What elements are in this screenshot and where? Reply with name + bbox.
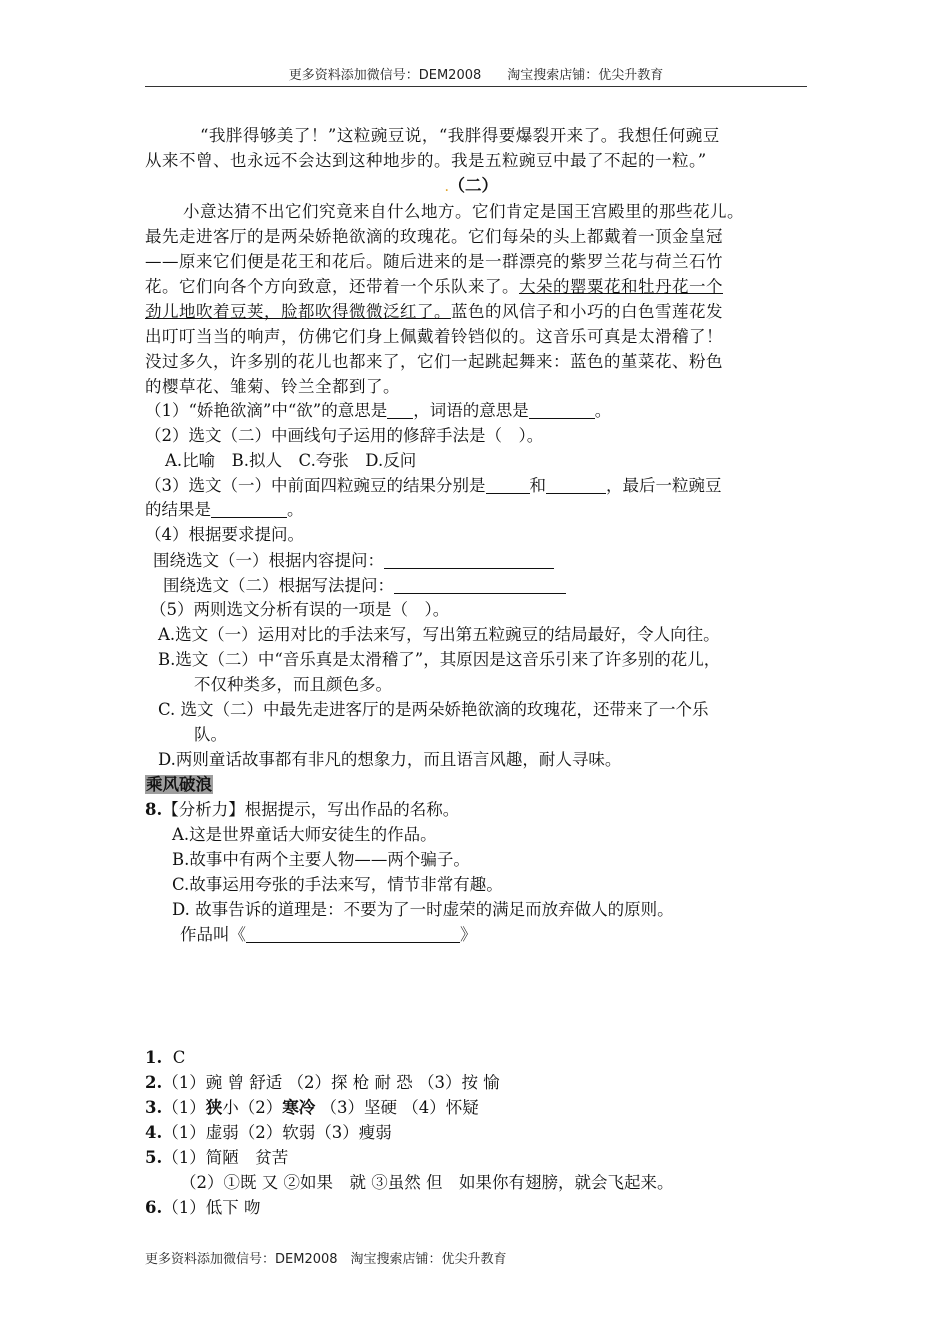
- question-1: （1）“娇艳欲滴”中“欲”的意思是 ，词语的意思是 。: [145, 401, 612, 420]
- answer-blank[interactable]: [246, 924, 460, 943]
- question-8-hint-d: D. 故事告诉的道理是：不要为了一时虚荣的满足而放弃做人的原则。: [172, 900, 674, 919]
- question-8-answer: 作品叫《 》: [180, 925, 477, 944]
- passage2-line: 没过多久，许多别的花儿也都来了，它们一起跳起舞来：蓝色的堇菜花、粉色: [145, 352, 723, 371]
- answer-blank[interactable]: [384, 550, 554, 569]
- section-heading: 乘风破浪: [146, 775, 212, 794]
- passage1-line: 从来不曾、也永远不会达到这种地步的。我是五粒豌豆中最了不起的一粒。”: [145, 151, 707, 170]
- page-footer: 更多资料添加微信号：DEM2008 淘宝搜索店铺：优尖升教育: [145, 1252, 507, 1267]
- question-5-option-b: B.选文（二）中“音乐真是太滑稽了”，其原因是这音乐引来了许多别的花儿，: [158, 650, 721, 669]
- underlined-sentence: 劲儿地吹着豆荚，脸都吹得微微泛红了。: [145, 302, 451, 321]
- question-5-option-b-cont: 不仅种类多，而且颜色多。: [194, 675, 392, 694]
- mark-dot: .: [445, 183, 449, 194]
- answer-blank[interactable]: [211, 499, 287, 518]
- question-5-option-a: A.选文（一）运用对比的手法来写，写出第五粒豌豆的结局最好，令人向往。: [158, 625, 720, 644]
- question-5-option-d: D.两则童话故事都有非凡的想象力，而且语言风趣，耐人寻味。: [158, 750, 622, 769]
- question-4: （4）根据要求提问。: [145, 525, 304, 544]
- passage2-line: 花。它们向各个方向致意，还带着一个乐队来了。大朵的罂粟花和牡丹花一个: [145, 277, 723, 296]
- question-4-1: 围绕选文（一）根据内容提问：: [153, 549, 554, 573]
- answer-blank[interactable]: [394, 575, 566, 594]
- answer-blank[interactable]: [387, 400, 413, 419]
- question-8-hint-c: C.故事运用夸张的手法来写，情节非常有趣。: [172, 875, 503, 894]
- passage2-line: 出叮叮当当的响声，仿佛它们身上佩戴着铃铛似的。这音乐可真是太滑稽了！: [145, 327, 723, 346]
- question-4-2: 围绕选文（二）根据写法提问：: [163, 574, 566, 598]
- answer-1: 1. C: [145, 1048, 186, 1067]
- answer-4: 4.（1）虚弱（2）软弱（3）瘦弱: [145, 1123, 392, 1142]
- question-2: （2）选文（二）中画线句子运用的修辞手法是（ ）。: [145, 426, 544, 445]
- passage2-line: 小意达猜不出它们究竟来自什么地方。它们肯定是国王宫殿里的那些花儿。: [183, 202, 744, 221]
- passage2-line: 的樱草花、雏菊、铃兰全都到了。: [145, 377, 400, 396]
- question-5-option-c-cont: 队。: [194, 725, 227, 744]
- question-8-hint-a: A.这是世界童话大师安徒生的作品。: [172, 825, 437, 844]
- question-8-title: 8.【分析力】根据提示，写出作品的名称。: [145, 800, 460, 819]
- answer-blank[interactable]: [546, 475, 606, 494]
- question-3: （3）选文（一）中前面四粒豌豆的结果分别是 和 ，最后一粒豌豆: [145, 476, 722, 495]
- answer-blank[interactable]: [529, 400, 595, 419]
- answer-3: 3.（1）狭小（2）寒冷 （3）坚硬 （4）怀疑: [145, 1098, 479, 1117]
- answer-blank[interactable]: [486, 475, 530, 494]
- header-divider: [145, 86, 807, 87]
- answer-6: 6.（1）低下 吻: [145, 1198, 261, 1217]
- section-title: .（二）: [445, 176, 498, 195]
- passage1-line: “我胖得够美了！”这粒豌豆说，“我胖得要爆裂开来了。我想任何豌豆: [200, 126, 720, 145]
- question-5-option-c: C. 选文（二）中最先走进客厅的是两朵娇艳欲滴的玫瑰花，还带来了一个乐: [158, 700, 709, 719]
- passage2-line: 最先走进客厅的是两朵娇艳欲滴的玫瑰花。它们每朵的头上都戴着一顶金皇冠: [145, 227, 723, 246]
- page-header: 更多资料添加微信号：DEM2008 淘宝搜索店铺：优尖升教育: [288, 68, 664, 83]
- question-5: （5）两则选文分析有误的一项是（ ）。: [150, 600, 450, 619]
- answer-5-2: （2）①既 又 ②如果 就 ③虽然 但 如果你有翅膀，就会飞起来。: [180, 1173, 674, 1192]
- question-3-cont: 的结果是 。: [145, 500, 304, 519]
- answer-2: 2.（1）豌 曾 舒适 （2）探 枪 耐 恐 （3）按 愉: [145, 1073, 500, 1092]
- question-2-options: A.比喻 B.拟人 C.夸张 D.反问: [165, 451, 417, 470]
- passage2-line: 劲儿地吹着豆荚，脸都吹得微微泛红了。蓝色的风信子和小巧的白色雪莲花发: [145, 302, 723, 321]
- underlined-sentence: 大朵的罂粟花和牡丹花一个: [519, 277, 723, 296]
- question-8-hint-b: B.故事中有两个主要人物——两个骗子。: [172, 850, 470, 869]
- passage2-line: ——原来它们便是花王和花后。随后进来的是一群漂亮的紫罗兰花与荷兰石竹: [145, 252, 723, 271]
- answer-5: 5.（1）简陋 贫苦: [145, 1148, 289, 1167]
